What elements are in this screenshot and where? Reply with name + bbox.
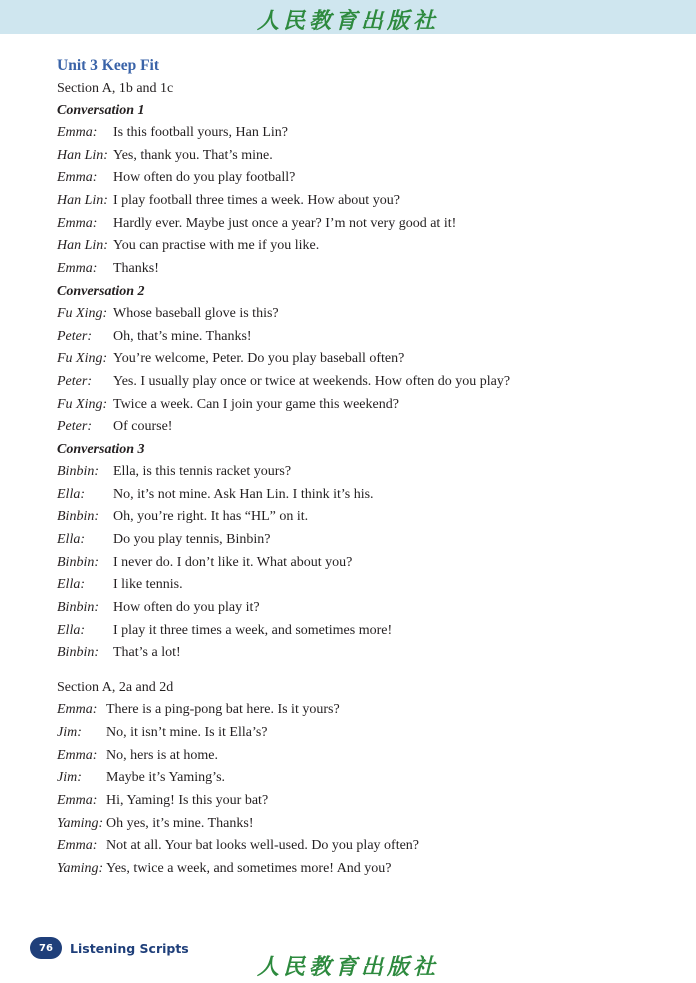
speaker-name: Han Lin: — [57, 238, 108, 254]
speaker-name: Fu Xing: — [57, 305, 108, 321]
speaker-name: Jim: — [57, 724, 82, 740]
dialogue-line — [57, 416, 657, 439]
section-title: Section A, 2a and 2d — [57, 680, 174, 696]
speaker-name: Emma: — [57, 702, 98, 718]
dialogue-line — [57, 122, 657, 145]
dialogue-line — [57, 620, 657, 643]
speaker-name: Binbin: — [57, 600, 99, 616]
dialogue-line — [57, 167, 657, 190]
section-title: Section A, 1b and 1c — [57, 81, 174, 96]
dialogue-line — [57, 326, 657, 349]
dialogue-text: No, hers is at home. — [106, 747, 218, 763]
dialogue-line — [57, 574, 657, 597]
dialogue-line — [57, 145, 657, 168]
speaker-name: Binbin: — [57, 509, 99, 525]
unit-title: Unit 3 Keep Fit — [57, 57, 160, 74]
dialogue-line — [57, 529, 657, 552]
speaker-name: Peter: — [57, 373, 92, 389]
dialogue-text: How often do you play football? — [113, 170, 296, 186]
script-content — [57, 55, 657, 881]
dialogue-text: Ella, is this tennis racket yours? — [113, 463, 292, 479]
dialogue-text: Twice a week. Can I join your game this weekend? — [113, 396, 399, 412]
conversation-title: Conversation 3 — [57, 441, 145, 457]
dialogue-line — [57, 235, 657, 258]
dialogue-text: Do you play tennis, Binbin? — [113, 532, 271, 547]
dialogue-text: Is this football yours, Han Lin? — [113, 125, 288, 140]
dialogue-text: That’s a lot! — [113, 645, 181, 661]
speaker-name: Jim: — [57, 770, 82, 786]
dialogue-line — [57, 699, 657, 722]
speaker-name: Emma: — [57, 261, 98, 277]
dialogue-line — [57, 348, 657, 371]
dialogue-line — [57, 394, 657, 417]
speaker-name: Yaming: — [57, 860, 104, 876]
dialogue-line — [57, 303, 657, 326]
dialogue-line — [57, 835, 657, 858]
speaker-name: Binbin: — [57, 645, 99, 661]
speaker-name: Fu Xing: — [57, 396, 108, 412]
footer-label: Listening Scripts — [70, 940, 189, 956]
dialogue-text: I play football three times a week. How about you? — [113, 193, 400, 209]
dialogue-text: You can practise with me if you like. — [113, 238, 320, 254]
speaker-name: Emma: — [57, 747, 98, 763]
publisher-logo-bottom: 人民教育出版社 — [256, 954, 439, 980]
dialogue-text: Not at all. Your bat looks well-used. Do you play often? — [106, 838, 420, 854]
dialogue-text: Of course! — [113, 419, 173, 435]
page-number-badge: 76 — [30, 937, 62, 959]
speaker-name: Han Lin: — [57, 193, 108, 209]
speaker-name: Binbin: — [57, 554, 99, 570]
speaker-name: Emma: — [57, 792, 98, 808]
dialogue-line — [57, 506, 657, 529]
speaker-name: Emma: — [57, 125, 98, 140]
dialogue-line — [57, 722, 657, 745]
dialogue-text: Maybe it’s Yaming’s. — [106, 770, 226, 786]
speaker-name: Han Lin: — [57, 147, 108, 163]
publisher-logo-top: 人民教育出版社 — [256, 8, 439, 34]
dialogue-text: Oh yes, it’s mine. Thanks! — [106, 815, 254, 831]
dialogue-text: Yes, thank you. That’s mine. — [113, 147, 273, 163]
dialogue-text: Whose baseball glove is this? — [113, 305, 279, 321]
dialogue-text: Hardly ever. Maybe just once a year? I’m not very good at it! — [113, 215, 457, 231]
speaker-name: Yaming: — [57, 815, 104, 831]
dialogue-line — [57, 552, 657, 575]
dialogue-text: Oh, that’s mine. Thanks! — [113, 328, 252, 344]
dialogue-line — [57, 767, 657, 790]
conversation-title: Conversation 1 — [57, 103, 145, 118]
dialogue-text: I like tennis. — [113, 577, 183, 593]
dialogue-text: There is a ping-pong bat here. Is it yours? — [106, 702, 340, 718]
dialogue-line — [57, 597, 657, 620]
dialogue-line — [57, 858, 657, 881]
speaker-name: Emma: — [57, 215, 98, 231]
dialogue-line — [57, 790, 657, 813]
speaker-name: Binbin: — [57, 463, 99, 479]
section-2 — [57, 699, 657, 881]
dialogue-text: No, it isn’t mine. Is it Ella’s? — [106, 724, 268, 740]
speaker-name: Emma: — [57, 170, 98, 186]
dialogue-line — [57, 813, 657, 836]
dialogue-text: I play it three times a week, and sometimes more! — [113, 622, 393, 638]
dialogue-text: Thanks! — [113, 261, 159, 277]
conversation-title: Conversation 2 — [57, 283, 145, 299]
dialogue-text: Oh, you’re right. It has “HL” on it. — [113, 509, 309, 525]
dialogue-text: Yes. I usually play once or twice at weekends. How often do you play? — [113, 373, 511, 389]
dialogue-text: I never do. I don’t like it. What about you? — [113, 554, 353, 570]
section-1 — [57, 100, 657, 665]
dialogue-line — [57, 745, 657, 768]
speaker-name: Emma: — [57, 838, 98, 854]
speaker-name: Peter: — [57, 419, 92, 435]
dialogue-line — [57, 461, 657, 484]
speaker-name: Ella: — [57, 486, 85, 502]
dialogue-line — [57, 484, 657, 507]
speaker-name: Ella: — [57, 622, 85, 638]
dialogue-text: You’re welcome, Peter. Do you play baseball often? — [113, 351, 405, 367]
dialogue-text: Hi, Yaming! Is this your bat? — [106, 792, 269, 808]
speaker-name: Peter: — [57, 328, 92, 344]
speaker-name: Ella: — [57, 577, 85, 593]
page-footer — [30, 937, 189, 959]
dialogue-line — [57, 371, 657, 394]
dialogue-text: How often do you play it? — [113, 600, 260, 616]
dialogue-line — [57, 190, 657, 213]
speaker-name: Fu Xing: — [57, 351, 108, 367]
dialogue-line — [57, 213, 657, 236]
speaker-name: Ella: — [57, 532, 85, 547]
dialogue-text: Yes, twice a week, and sometimes more! And you? — [106, 860, 392, 876]
dialogue-line — [57, 258, 657, 281]
dialogue-text: No, it’s not mine. Ask Han Lin. I think it’s his. — [113, 486, 374, 502]
dialogue-line — [57, 642, 657, 665]
